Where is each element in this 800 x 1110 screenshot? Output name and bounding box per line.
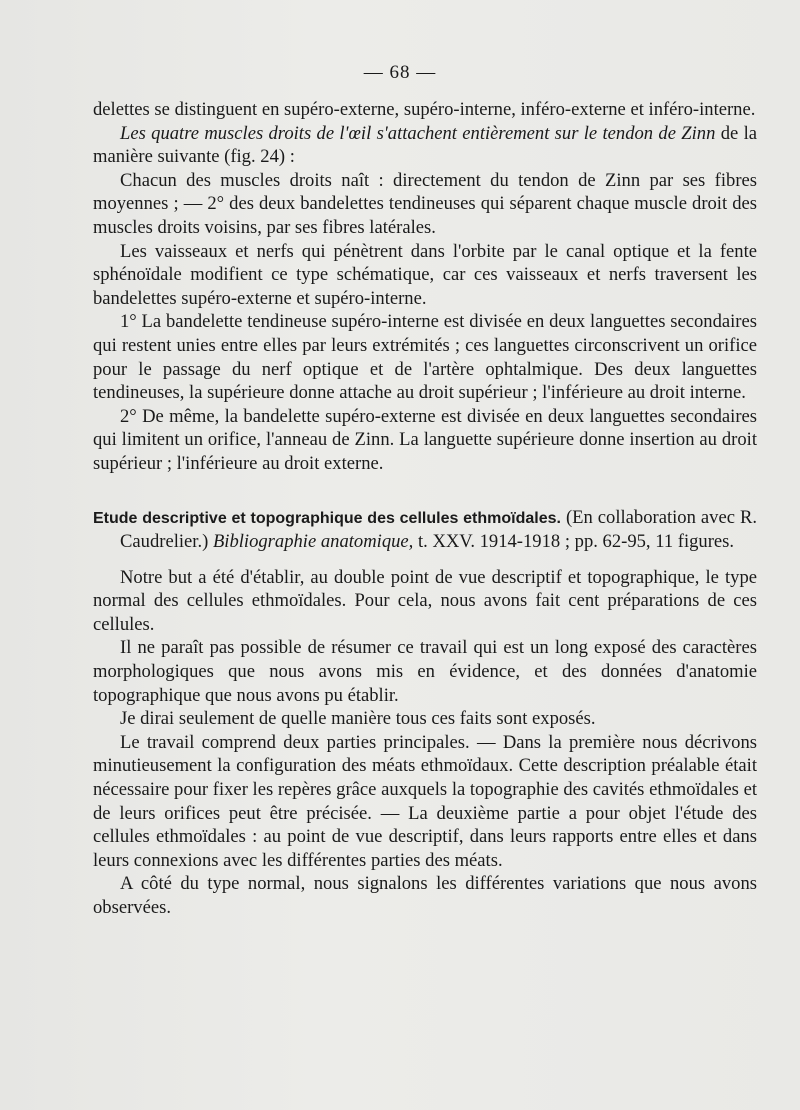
- paragraph-exposition: Je dirai seulement de quelle manière tous ces faits sont exposés.: [120, 708, 596, 730]
- paragraph-aim: Notre but a été d'établir, au double point de vue descriptif et topographique, le type normal des cellules ethmoïdales. Pour cela, nous avons fait cent préparations de ces cellules.: [93, 566, 757, 635]
- paragraph-parts: Le travail comprend deux parties principales. — Dans la première nous décrivons minutieusement la configuration des méats ethmoïdaux. Cette description préalable était nécessaire pour fixer les repères grâce auxquels la topographie des cavités ethmoïdales et de leurs orifices peut être précisée. — La deuxième partie a pour objet l'étude des cellules ethmoïdales : au point de vue descriptif, dans leurs rapports entre elles et dans leurs connexions avec les différentes parties des méats.: [93, 731, 757, 871]
- paragraph-continuation: delettes se distinguent en supéro-externe, supéro-interne, inféro-externe et inféro-interne.: [93, 99, 756, 120]
- paragraph-variations: A côté du type normal, nous signalons les différentes variations que nous avons observées.: [93, 873, 757, 918]
- entry-collab: (En collaboration avec R. Caudrelier.): [120, 506, 757, 553]
- lead-rest: de la manière suivante (fig. 24) :: [93, 122, 757, 168]
- page-number: — 68 —: [363, 62, 437, 83]
- bibliographic-entry: [93, 506, 757, 554]
- paragraph-muscle-origin: Chacun des muscles droits naît : directement du tendon de Zinn par ses fibres moyennes ; — 2° des deux bandelettes tendineuses qui séparent chaque muscle droit des muscles droits voisins, par ses fibres latérales.: [93, 169, 757, 238]
- paragraph-point-2: 2° De même, la bandelette supéro-externe est divisée en deux languettes secondaires qui limitent un orifice, l'anneau de Zinn. La languette supérieure donne insertion au droit supérieur ; l'inférieure au droit externe.: [93, 405, 757, 474]
- paragraph-vessels: Les vaisseaux et nerfs qui pénètrent dans l'orbite par le canal optique et la fente sphénoïdale modifient ce type schématique, car ces vaisseaux et nerfs traversent les bandelettes supéro-externe et supéro-interne.: [93, 240, 757, 309]
- italic-lead: Les quatre muscles droits de l'œil s'attachent entièrement sur le tendon de Zinn: [120, 122, 716, 144]
- paragraph-zinn-intro: [93, 122, 757, 169]
- entry-volume: t. XXV. 1914-1918 ; pp. 62-95, 11 figures.: [413, 531, 735, 553]
- page-body: [93, 98, 757, 920]
- paragraph-summary: Il ne paraît pas possible de résumer ce travail qui est un long exposé des caractères morphologiques que nous avons mis en évidence, et des données d'anatomie topographique que nous avons pu établir.: [93, 637, 757, 706]
- entry-spacer: [93, 554, 757, 566]
- paragraph-point-1: 1° La bandelette tendineuse supéro-interne est divisée en deux languettes secondaires qui restent unies entre elles par leurs extrémités ; ces languettes circonscrivent un orifice pour le passage du nerf optique et de l'artère ophtalmique. Des deux languettes tendineuses, la supérieure donne attache au droit supérieur ; l'inférieure au droit interne.: [93, 311, 757, 404]
- entry-journal: Bibliographie anatomique,: [212, 531, 414, 553]
- entry-title: Etude descriptive et topographique des cellules ethmoïdales.: [93, 509, 561, 527]
- section-spacer: [93, 476, 757, 506]
